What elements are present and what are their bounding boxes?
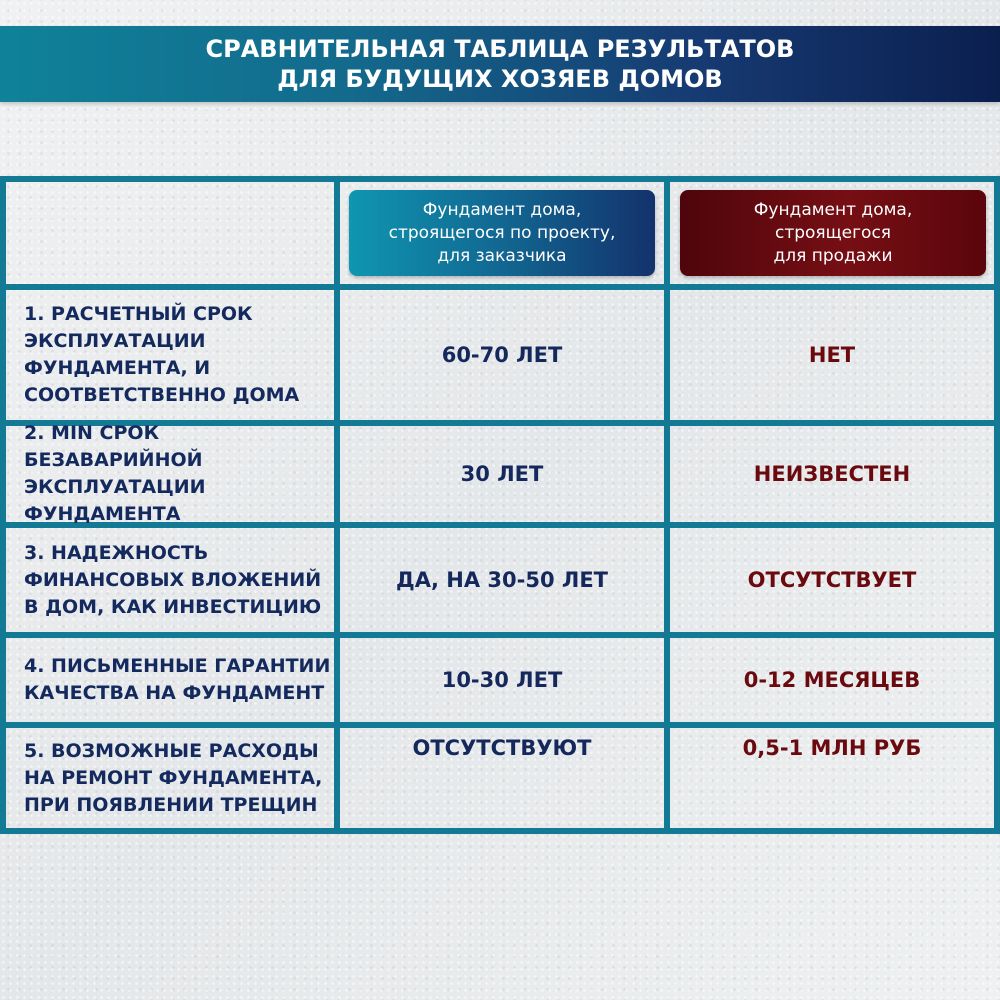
row-5-value-sale: 0,5-1 МЛН РУБ	[742, 736, 922, 760]
row-2-label	[6, 422, 334, 525]
row-3-label-text: 3. НАДЕЖНОСТЬ ФИНАНСОВЫХ ВЛОЖЕНИЙ В ДОМ, КАК ИНВЕСТИЦИЮ	[24, 541, 322, 618]
row-5-value-project: ОТСУТСТВУЮТ	[412, 736, 592, 760]
grid-line-h6	[0, 828, 1000, 834]
row-3-value-project: ДА, НА 30-50 ЛЕТ	[396, 568, 608, 592]
column-header-project	[349, 190, 655, 276]
column-header-sale-label: Фундамент дома, строящегося для продажи	[753, 199, 913, 266]
title-line-1: СРАВНИТЕЛЬНАЯ ТАБЛИЦА РЕЗУЛЬТАТОВ	[205, 35, 795, 63]
row-2-value-project: 30 ЛЕТ	[460, 462, 544, 486]
row-4-label	[6, 638, 334, 722]
title-line-2: ДЛЯ БУДУЩИХ ХОЗЯЕВ ДОМОВ	[277, 65, 723, 93]
title-banner	[0, 26, 1000, 102]
row-4-value-sale: 0-12 МЕСЯЦЕВ	[743, 668, 921, 692]
row-2-label-text: 2. MIN СРОК БЕЗАВАРИЙНОЙ ЭКСПЛУАТАЦИИ ФУНДАМЕНТА	[24, 422, 206, 525]
row-4-label-text: 4. ПИСЬМЕННЫЕ ГАРАНТИИ КАЧЕСТВА НА ФУНДАМЕНТ	[24, 655, 331, 704]
row-3-label	[6, 528, 334, 632]
row-1-value-sale: НЕТ	[808, 343, 856, 367]
row-1-label	[6, 290, 334, 420]
grid-line-v3	[994, 176, 1000, 834]
grid-line-h0	[0, 176, 1000, 182]
row-3-value-sale: ОТСУТСТВУЕТ	[747, 568, 917, 592]
column-header-sale	[680, 190, 986, 276]
row-4-value-project: 10-30 ЛЕТ	[441, 668, 563, 692]
row-2-value-sale: НЕИЗВЕСТЕН	[753, 462, 911, 486]
row-1-label-text: 1. РАСЧЕТНЫЙ СРОК ЭКСПЛУАТАЦИИ ФУНДАМЕНТА, И СООТВЕТСТВЕННО ДОМА	[24, 303, 300, 406]
page-title	[0, 26, 1000, 102]
row-5-label-text: 5. ВОЗМОЖНЫЕ РАСХОДЫ НА РЕМОНТ ФУНДАМЕНТА, ПРИ ПОЯВЛЕНИИ ТРЕЩИН	[24, 739, 323, 816]
row-5-label	[6, 728, 334, 828]
row-1-value-project: 60-70 ЛЕТ	[441, 343, 563, 367]
column-header-project-label: Фундамент дома, строящегося по проекту, для заказчика	[388, 199, 616, 266]
comparison-table	[0, 176, 1000, 834]
